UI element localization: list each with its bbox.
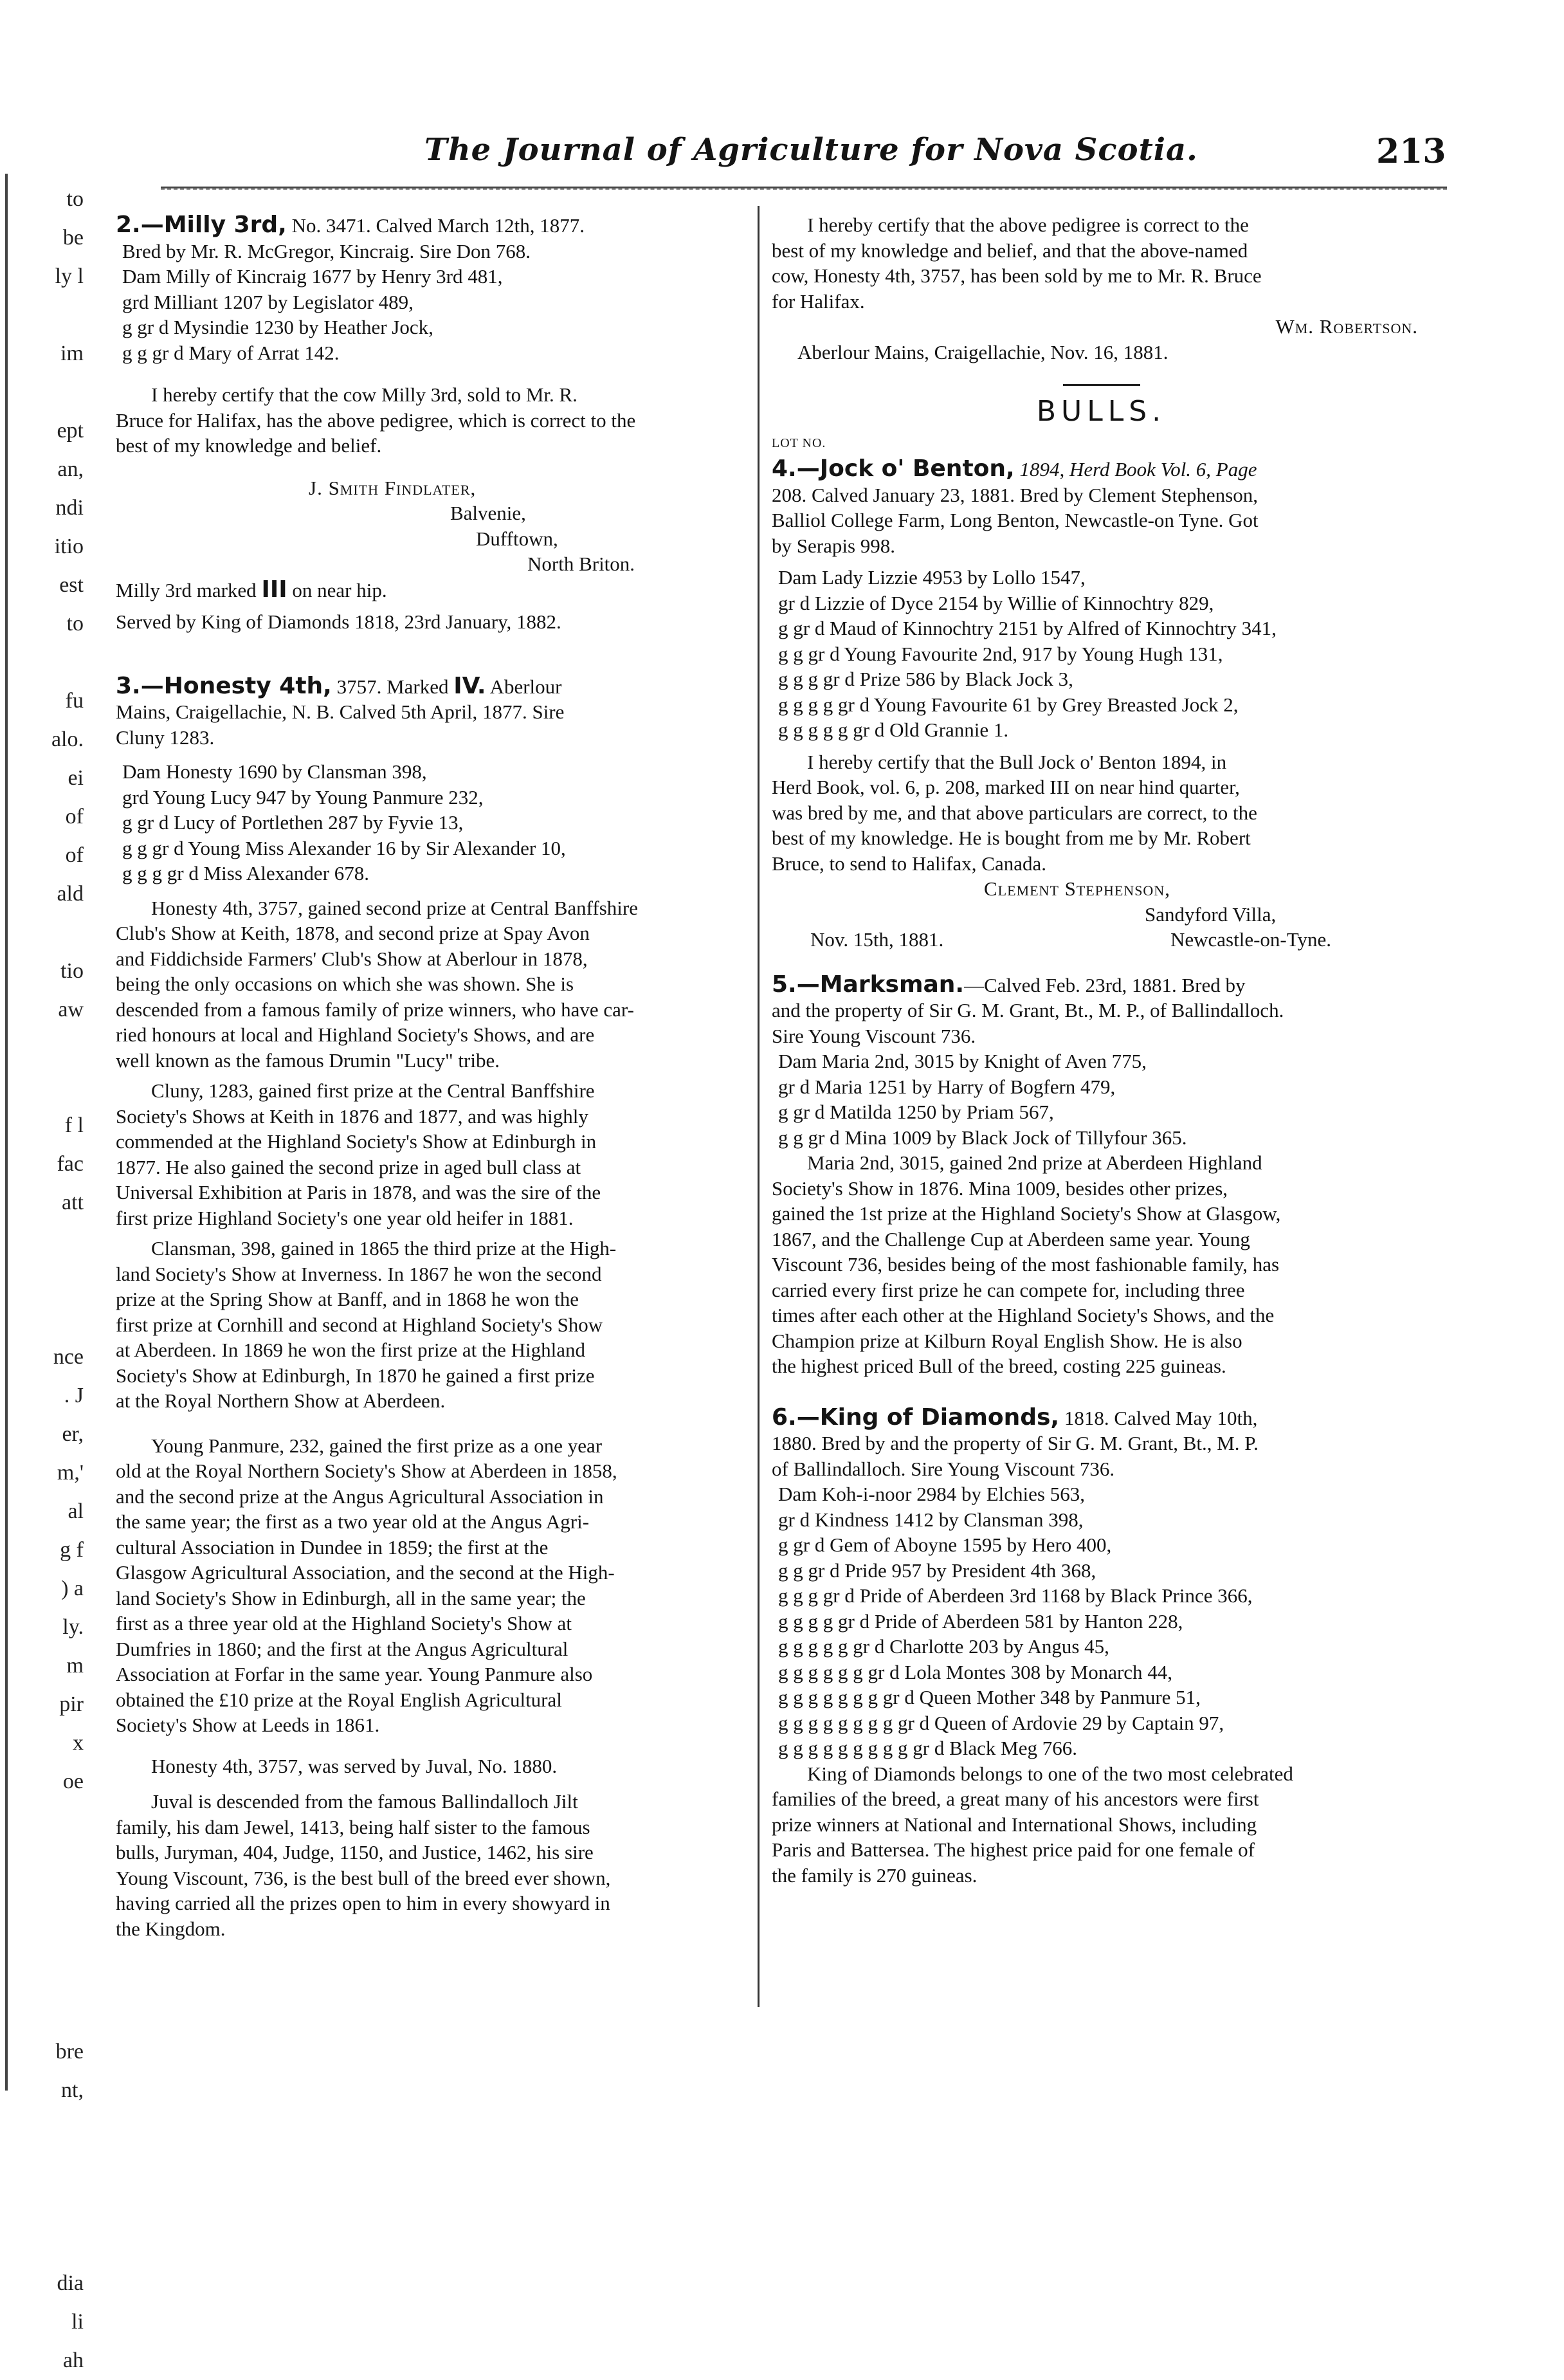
pedigree-line: g g g g g g g g gr d Queen of Ardovie 29 by Captain 97, (778, 1711, 1224, 1734)
margin-fragment: ah (62, 2348, 84, 2372)
text-line: prize at the Spring Show at Banff, and in 1868 he won the (116, 1288, 579, 1310)
address-line: Dufftown, (476, 527, 558, 550)
text-line: I hereby certify that the cow Milly 3rd, sold to Mr. R. (151, 383, 577, 406)
page-number: 213 (1376, 132, 1446, 171)
entry-heading-details: 1894, Herd Book Vol. 6, Page (1014, 458, 1257, 481)
place-date: Aberlour Mains, Craigellachie, Nov. 16, 1881. (797, 340, 1168, 363)
text-line: for Halifax. (772, 289, 865, 313)
text-line: Young Viscount, 736, is the best bull of the breed ever shown, (116, 1866, 611, 1889)
pedigree-line: g g g g g g g g g gr d Black Meg 766. (778, 1737, 1077, 1759)
text-line: cow, Honesty 4th, 3757, has been sold by me to Mr. R. Bruce (772, 264, 1262, 287)
date: Nov. 15th, 1881. (810, 928, 944, 951)
entry-heading-details: 1818. Calved May 10th, (1059, 1406, 1258, 1429)
margin-fragment: ndi (55, 496, 84, 520)
margin-fragment: fac (57, 1152, 84, 1176)
margin-fragment: of (65, 805, 84, 828)
text-line: Club's Show at Keith, 1878, and second prize at Spay Avon (116, 922, 590, 944)
margin-fragment: f l (64, 1113, 84, 1137)
entry-heading: 2.—Milly 3rd, (116, 212, 287, 238)
entry-heading-details: 3757. Marked (331, 675, 454, 698)
text-line: Society's Shows at Keith in 1876 and 1877, and was highly (116, 1104, 588, 1128)
pedigree-block (772, 1048, 1431, 1150)
text-line: Cluny 1283. (116, 726, 215, 749)
certification-honesty-4th (772, 212, 1431, 365)
pedigree-line: g g gr d Mary of Arrat 142. (122, 341, 340, 364)
margin-fragment: ept (57, 419, 84, 443)
margin-fragment: ) a (61, 1577, 84, 1600)
margin-fragment: alo. (51, 728, 84, 751)
margin-fragment: x (73, 1731, 84, 1755)
pedigree-line: grd Milliant 1207 by Legislator 489, (122, 290, 414, 313)
paragraph (772, 1150, 1431, 1379)
certification-paragraph (772, 749, 1431, 877)
text-line: of Ballindalloch. Sire Young Viscount 736. (772, 1457, 1115, 1480)
text-line: King of Diamonds belongs to one of the two most celebrated (807, 1762, 1293, 1785)
text-line: and Fiddichside Farmers' Club's Show at Aberlour in 1878, (116, 947, 588, 970)
text-line: Society's Show at Leeds in 1861. (116, 1714, 380, 1736)
brand-mark-location: on near hip. (292, 578, 387, 601)
text-line: by Serapis 998. (772, 534, 896, 557)
text-line: Sire Young Viscount 736. (772, 1024, 976, 1047)
address-line: Balvenie, (450, 502, 526, 524)
text-line: the Kingdom. (116, 1917, 226, 1940)
text-line: land Society's Show in Edinburgh, all in the same year; the (116, 1586, 586, 1609)
paragraph (116, 1433, 746, 1738)
text-line: times after each other at the Highland Society's Shows, and the (772, 1304, 1275, 1326)
pedigree-line: gr d Lizzie of Dyce 2154 by Willie of Kinnochtry 829, (778, 591, 1214, 614)
margin-fragment: itio (54, 535, 84, 558)
margin-fragment: to (66, 187, 84, 211)
margin-fragment (0, 913, 84, 952)
section-divider (1063, 384, 1140, 386)
certification-paragraph (116, 382, 746, 459)
text-line: 208. Calved January 23, 1881. Bred by Clement Stephenson, (772, 483, 1258, 506)
running-title: The Journal of Agriculture for Nova Scotia. (424, 132, 1198, 168)
pedigree-line: Bred by Mr. R. McGregor, Kincraig. Sire Don 768. (122, 239, 531, 262)
text-line: Society's Show in 1876. Mina 1009, besides other prizes, (772, 1176, 1228, 1200)
pedigree-line: Dam Honesty 1690 by Clansman 398, (122, 760, 427, 783)
margin-fragment: pir (59, 1692, 84, 1716)
text-line: best of my knowledge and belief. (116, 434, 382, 457)
text-line: Cluny, 1283, gained first prize at the Central Banffshire (151, 1079, 595, 1102)
brand-mark-symbol: IV. (453, 672, 486, 699)
text-line: carried every first prize he can compete for, including three (772, 1278, 1245, 1301)
text-line: first prize at Cornhill and second at Highland Society's Show (116, 1313, 603, 1336)
margin-fragment: ald (57, 882, 84, 906)
pedigree-block (772, 565, 1431, 743)
text-line: descended from a famous family of prize winners, who have car- (116, 998, 634, 1021)
margin-fragment (0, 2148, 84, 2187)
pedigree-line: g g g gr d Prize 586 by Black Jock 3, (778, 668, 1073, 690)
margin-fragment (0, 296, 84, 334)
pedigree-line: gr d Maria 1251 by Harry of Bogfern 479, (778, 1075, 1116, 1098)
text-line: Clansman, 398, gained in 1865 the third prize at the High- (151, 1237, 617, 1259)
margin-fragment (0, 1299, 84, 1338)
service-note: Honesty 4th, 3757, was served by Juval, No. 1880. (151, 1754, 558, 1777)
text-line: well known as the famous Drumin "Lucy" tribe. (116, 1048, 500, 1072)
address-line: Sandyford Villa, (1145, 902, 1277, 926)
text-line: being the only occasions on which she was shown. She is (116, 973, 574, 995)
text-line: and the property of Sir G. M. Grant, Bt., M. P., of Ballindalloch. (772, 999, 1284, 1021)
margin-fragment (0, 1994, 84, 2033)
adjacent-page-margin (0, 180, 84, 2372)
text-line: best of my knowledge. He is bought from me by Mr. Robert (772, 827, 1251, 849)
pedigree-line: g g g g g gr d Old Grannie 1. (778, 719, 1009, 741)
paragraph (772, 1761, 1431, 1889)
text-line: best of my knowledge and belief, and that the above-named (772, 239, 1248, 262)
margin-fragment: li (71, 2310, 84, 2334)
margin-fragment: . J (64, 1384, 84, 1407)
pedigree-block (116, 759, 746, 886)
pedigree-line: Dam Milly of Kincraig 1677 by Henry 3rd 481, (122, 265, 503, 288)
section-title: BULLS. (1036, 395, 1167, 428)
entry-king-of-diamonds (772, 1405, 1431, 1889)
margin-fragment: ly l (55, 264, 84, 288)
text-line: family, his dam Jewel, 1413, being half sister to the famous (116, 1815, 590, 1838)
margin-fragment: ly. (62, 1615, 84, 1639)
margin-fragment: an, (57, 457, 84, 481)
margin-fragment: att (62, 1191, 84, 1214)
margin-fragment: m,' (57, 1461, 84, 1485)
entry-milly-3rd (116, 212, 746, 635)
margin-fragment: dia (57, 2271, 84, 2295)
pedigree-line: g g g g gr d Pride of Aberdeen 581 by Hanton 228, (778, 1609, 1183, 1633)
text-line: Bruce for Halifax, has the above pedigree, which is correct to the (116, 408, 636, 432)
margin-fragment: est (59, 573, 84, 597)
text-line: Herd Book, vol. 6, p. 208, marked III on near hind quarter, (772, 776, 1240, 798)
pedigree-line: g gr d Matilda 1250 by Priam 567, (778, 1101, 1054, 1123)
pedigree-line: g g g g g g gr d Lola Montes 308 by Monarch 44, (778, 1660, 1173, 1683)
text-line: ried honours at local and Highland Society's Shows, and are (116, 1023, 595, 1046)
text-line: families of the breed, a great many of his ancestors were first (772, 1788, 1259, 1810)
paragraph (116, 895, 746, 1074)
text-line: Paris and Battersea. The highest price paid for one female of (772, 1838, 1255, 1861)
pedigree-line: g g g g g gr d Charlotte 203 by Angus 45, (778, 1635, 1109, 1658)
text-line: Maria 2nd, 3015, gained 2nd prize at Aberdeen Highland (807, 1151, 1262, 1174)
entry-marksman (772, 972, 1431, 1379)
pedigree-line: g g gr d Pride 957 by President 4th 368, (778, 1559, 1096, 1582)
entry-jock-o-benton (772, 456, 1431, 953)
text-line: and the second prize at the Angus Agricultural Association in (116, 1485, 604, 1508)
pedigree-line: g g g gr d Miss Alexander 678. (122, 862, 370, 884)
margin-fragment (0, 1029, 84, 1068)
pedigree-line: g g g g gr d Young Favourite 61 by Grey Breasted Jock 2, (778, 693, 1239, 716)
service-note: Served by King of Diamonds 1818, 23rd January, 1882. (116, 610, 561, 633)
margin-fragment: of (65, 843, 84, 867)
entry-honesty-4th (116, 673, 746, 1942)
pedigree-line: g gr d Gem of Aboyne 1595 by Hero 400, (778, 1533, 1112, 1556)
text-line: bulls, Juryman, 404, Judge, 1150, and Justice, 1462, his sire (116, 1841, 594, 1863)
signature: J. Smith Findlater, (309, 476, 477, 499)
right-column (772, 212, 1431, 1888)
text-line: prize winners at National and International Shows, including (772, 1813, 1257, 1836)
margin-fragment: bre (55, 2040, 84, 2064)
pedigree-block (772, 1481, 1431, 1761)
margin-fragment (0, 1878, 84, 1917)
pedigree-line: Dam Lady Lizzie 4953 by Lollo 1547, (778, 566, 1086, 589)
margin-fragment (0, 2226, 84, 2264)
text-line: commended at the Highland Society's Show at Edinburgh in (116, 1130, 597, 1153)
margin-fragment: al (68, 1499, 84, 1523)
pedigree-line: grd Young Lucy 947 by Young Panmure 232, (122, 785, 484, 809)
text-line: Glasgow Agricultural Association, and the second at the High- (116, 1561, 615, 1584)
text-line: the highest priced Bull of the breed, costing 225 guineas. (772, 1355, 1226, 1377)
text-line: cultural Association in Dundee in 1859; the first at the (116, 1535, 549, 1559)
margin-fragment: to (66, 612, 84, 636)
paragraph (116, 1789, 746, 1941)
margin-fragment: nt, (61, 2078, 84, 2102)
entry-heading: 3.—Honesty 4th, (116, 672, 332, 699)
text-line: Society's Show at Edinburgh, In 1870 he gained a first prize (116, 1364, 595, 1387)
entry-heading: 6.—King of Diamonds, (772, 1404, 1060, 1431)
entry-heading-details: No. 3471. Calved March 12th, 1877. (286, 214, 585, 237)
margin-fragment (0, 1068, 84, 1106)
text-line: I hereby certify that the above pedigree is correct to the (807, 214, 1249, 236)
margin-fragment (0, 373, 84, 412)
text-line: Mains, Craigellachie, N. B. Calved 5th April, 1877. Sire (116, 700, 565, 723)
margin-fragment (0, 1917, 84, 1955)
margin-fragment: m (66, 1654, 84, 1678)
text-line: Bruce, to send to Halifax, Canada. (772, 852, 1046, 875)
pedigree-line: g g g gr d Pride of Aberdeen 3rd 1168 by Black Prince 366, (778, 1584, 1253, 1607)
text-line: 1877. He also gained the second prize in aged bull class at (116, 1155, 581, 1178)
pedigree-line: g g gr d Mina 1009 by Black Jock of Tillyfour 365. (778, 1126, 1187, 1149)
text-line: old at the Royal Northern Society's Show at Aberdeen in 1858, (116, 1460, 617, 1482)
margin-fragment: ei (68, 766, 84, 790)
pedigree-line: Dam Maria 2nd, 3015 by Knight of Aven 775, (778, 1050, 1147, 1072)
text-line: at the Royal Northern Show at Aberdeen. (116, 1389, 446, 1412)
margin-fragment (0, 1955, 84, 1994)
left-column (116, 212, 746, 1941)
signature: Clement Stephenson, (984, 877, 1170, 900)
margin-fragment: be (62, 226, 84, 250)
text-line: land Society's Show at Inverness. In 1867 he won the second (116, 1262, 602, 1285)
margin-fragment: tio (60, 959, 84, 983)
entry-heading: 5.—Marksman. (772, 971, 965, 998)
margin-fragment (0, 643, 84, 682)
brand-mark-symbol: III (261, 576, 287, 603)
pedigree-line: g gr d Mysindie 1230 by Heather Jock, (122, 316, 433, 338)
pedigree-block (116, 239, 746, 366)
text-line: first prize Highland Society's one year old heifer in 1881. (116, 1206, 574, 1229)
text-line: was bred by me, and that above particulars are correct, to the (772, 801, 1257, 824)
text-line: gained the 1st prize at the Highland Society's Show at Glasgow, (772, 1202, 1281, 1225)
entry-heading-details: Aberlour (486, 675, 562, 698)
pedigree-line: g g g g g g g gr d Queen Mother 348 by Panmure 51, (778, 1686, 1201, 1708)
address-line: North Briton. (527, 553, 635, 575)
header-rule (161, 187, 1447, 190)
text-line: having carried all the prizes open to him in every showyard in (116, 1892, 610, 1914)
margin-fragment (0, 2110, 84, 2148)
signature: Wm. Robertson. (1275, 315, 1418, 338)
margin-fragment (0, 1840, 84, 1878)
paragraph (116, 1078, 746, 1231)
address-line: Newcastle-on-Tyne. (1170, 928, 1332, 951)
margin-fragment (0, 1222, 84, 1261)
column-divider (758, 206, 759, 2007)
text-line: the family is 270 guineas. (772, 1863, 977, 1887)
margin-fragment: oe (62, 1770, 84, 1793)
margin-fragment: nce (53, 1345, 84, 1369)
text-line: Dumfries in 1860; and the first at the Angus Agricultural (116, 1637, 568, 1660)
brand-mark-text: Milly 3rd marked (116, 578, 257, 601)
pedigree-line: g gr d Maud of Kinnochtry 2151 by Alfred of Kinnochtry 341, (778, 617, 1277, 639)
margin-fragment: er, (62, 1422, 84, 1446)
pedigree-line: Dam Koh-i-noor 2984 by Elchies 563, (778, 1483, 1085, 1505)
text-line: Juval is descended from the famous Ballindalloch Jilt (151, 1790, 578, 1813)
entry-heading: 4.—Jock o' Benton, (772, 455, 1015, 482)
text-line: I hereby certify that the Bull Jock o' Benton 1894, in (807, 750, 1227, 773)
margin-fragment (0, 1261, 84, 1299)
text-line: first as a three year old at the Highland Society's Show at (116, 1612, 572, 1634)
margin-fragment: g f (60, 1538, 84, 1562)
text-line: obtained the £10 prize at the Royal English Agricultural (116, 1688, 562, 1711)
margin-fragment (0, 1801, 84, 1840)
pedigree-line: gr d Kindness 1412 by Clansman 398, (778, 1508, 1084, 1531)
margin-fragment: im (60, 342, 84, 365)
lot-label: LOT NO. (772, 435, 826, 450)
entry-heading-details: —Calved Feb. 23rd, 1881. Bred by (964, 973, 1246, 996)
pedigree-line: g g gr d Young Favourite 2nd, 917 by Young Hugh 131, (778, 642, 1223, 665)
text-line: 1880. Bred by and the property of Sir G. M. Grant, Bt., M. P. (772, 1432, 1259, 1454)
text-line: Association at Forfar in the same year. Young Panmure also (116, 1663, 593, 1685)
margin-fragment: fu (65, 689, 84, 713)
text-line: the same year; the first as a two year old at the Angus Agri- (116, 1510, 590, 1533)
margin-fragment (0, 2187, 84, 2226)
pedigree-line: g g gr d Young Miss Alexander 16 by Sir Alexander 10, (122, 836, 566, 859)
margin-fragment: aw (58, 998, 84, 1021)
text-line: Viscount 736, besides being of the most fashionable family, has (772, 1253, 1280, 1276)
paragraph (116, 1236, 746, 1414)
text-line: Champion prize at Kilburn Royal English Show. He is also (772, 1329, 1242, 1352)
text-line: 1867, and the Challenge Cup at Aberdeen same year. Young (772, 1227, 1250, 1250)
text-line: Young Panmure, 232, gained the first prize as a one year (151, 1434, 603, 1457)
text-line: Honesty 4th, 3757, gained second prize at Central Banffshire (151, 896, 639, 919)
pedigree-line: g gr d Lucy of Portlethen 287 by Fyvie 13, (122, 811, 464, 834)
text-line: Universal Exhibition at Paris in 1878, and was the sire of the (116, 1181, 601, 1204)
text-line: at Aberdeen. In 1869 he won the first prize at the Highland (116, 1339, 585, 1361)
text-line: Balliol College Farm, Long Benton, Newcastle-on Tyne. Got (772, 509, 1259, 531)
